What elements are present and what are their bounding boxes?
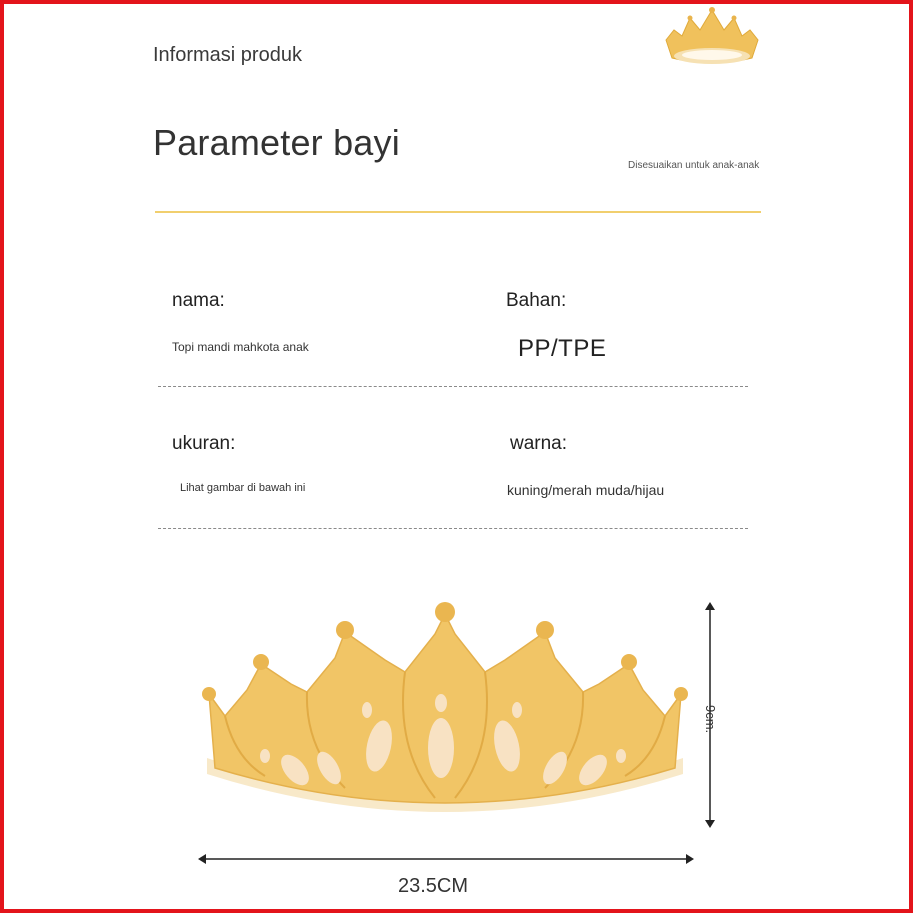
material-value: PP/TPE xyxy=(518,335,607,362)
page-title: Parameter bayi xyxy=(153,122,400,163)
size-value: Lihat gambar di bawah ini xyxy=(180,482,306,494)
color-label: warna: xyxy=(510,433,568,454)
height-dimension-label: 9cm. xyxy=(703,705,718,734)
accent-divider xyxy=(155,211,761,213)
name-label: nama: xyxy=(172,290,225,311)
width-dimension-label: 23.5CM xyxy=(398,875,469,897)
width-dimension-arrow xyxy=(196,852,696,866)
name-value: Topi mandi mahkota anak xyxy=(172,340,309,354)
size-label: ukuran: xyxy=(172,433,236,454)
color-value: kuning/merah muda/hijau xyxy=(507,482,665,498)
row-divider xyxy=(158,386,748,387)
material-label: Bahan: xyxy=(506,290,567,311)
crown-thumbnail-image xyxy=(660,6,764,72)
row-divider xyxy=(158,528,748,529)
page-subtitle: Disesuaikan untuk anak-anak xyxy=(628,160,760,171)
product-info-label: Informasi produk xyxy=(153,44,302,66)
crown-bath-hat-image xyxy=(195,598,695,838)
